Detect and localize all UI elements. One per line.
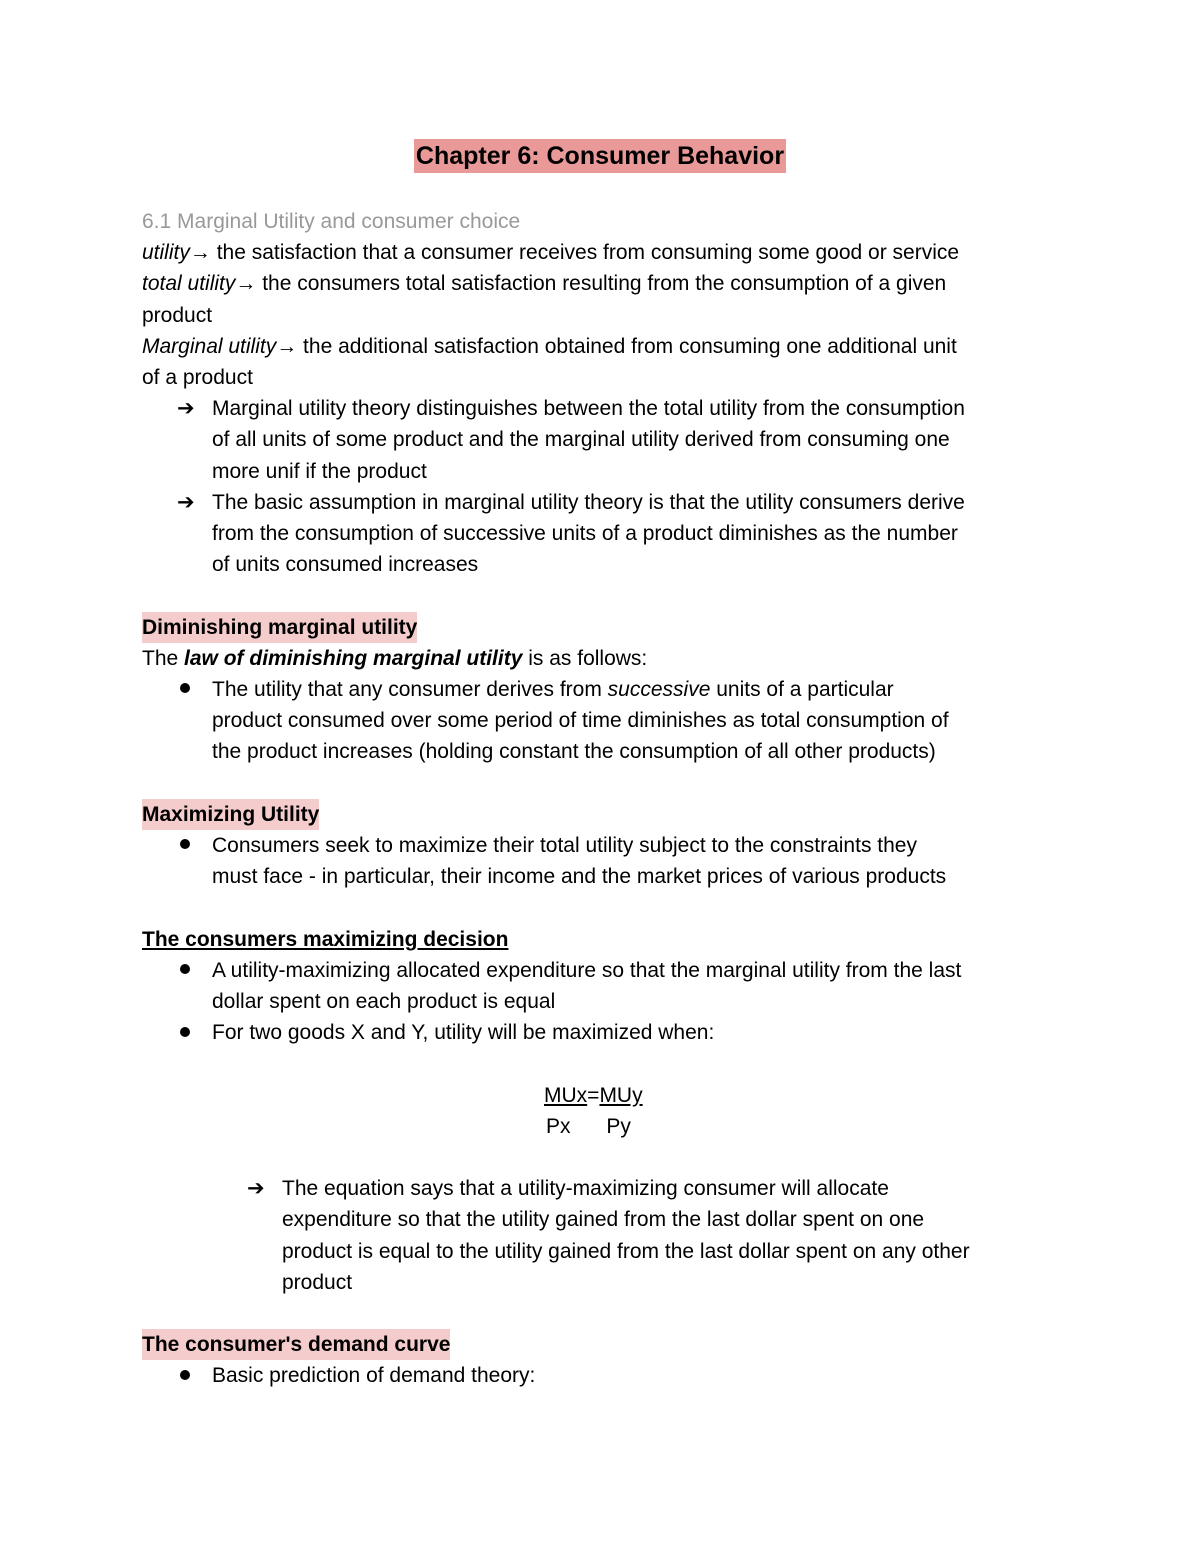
list-item — [142, 674, 1072, 768]
arrow-bullet-icon: ➔ — [177, 397, 195, 421]
spacer — [142, 768, 1072, 799]
list-item-line: the product increases (holding constant the consumption of all other products) — [212, 740, 936, 764]
definition-text: the additional satisfaction obtained from consuming one additional unit — [297, 334, 957, 358]
intro-text: is as follows: — [522, 646, 648, 670]
list-item-line: expenditure so that the utility gained from the last dollar spent on one — [282, 1208, 925, 1232]
list-item-line: Consumers seek to maximize their total utility subject to the constraints they — [212, 834, 917, 858]
definition-utility — [142, 237, 1072, 268]
list-item — [142, 1173, 1072, 1298]
list-text: units of a particular — [710, 678, 894, 702]
formula-px: Px — [546, 1114, 571, 1138]
list-text: The utility that any consumer derives from — [212, 678, 608, 702]
formula-mux: MUx — [544, 1083, 588, 1107]
list-item-line: Marginal utility theory distinguishes between the total utility from the consumption — [212, 397, 965, 421]
list-item-line: dollar spent on each product is equal — [212, 990, 556, 1014]
list-item — [142, 487, 1072, 581]
definition-text: the satisfaction that a consumer receives from consuming some good or service — [210, 241, 960, 265]
page-title: Chapter 6: Consumer Behavior — [414, 139, 786, 173]
list-item-line: of units consumed increases — [212, 553, 479, 577]
list-item-line — [212, 674, 1072, 705]
list-item — [142, 955, 1072, 1017]
list-item — [142, 830, 1072, 892]
definition-text: the consumers total satisfaction resulting from the consumption of a given — [256, 272, 947, 296]
list-item-line: Basic prediction of demand theory: — [212, 1364, 536, 1388]
definition-marginal-utility — [142, 331, 1072, 362]
section-heading: The consumers maximizing decision — [142, 927, 509, 951]
term-marginal-utility: Marginal utility — [142, 334, 277, 358]
formula-denominator — [546, 1111, 631, 1142]
formula-equals: = — [587, 1083, 600, 1107]
list-item-line: product consumed over some period of time diminishes as total consumption of — [212, 709, 949, 733]
list-item-line: from the consumption of successive units of a product diminishes as the number — [212, 522, 958, 546]
list-item-line: For two goods X and Y, utility will be maximized when: — [212, 1021, 715, 1045]
list-item-line: of all units of some product and the marginal utility derived from consuming one — [212, 428, 950, 452]
definition-total-utility — [142, 268, 1072, 299]
heading-row — [142, 924, 1072, 955]
document-body — [142, 206, 1072, 1392]
list-item-line: The equation says that a utility-maximizing consumer will allocate — [282, 1177, 889, 1201]
list-item-line: product — [282, 1270, 353, 1294]
list-item-line: product is equal to the utility gained from the last dollar spent on any other — [282, 1239, 970, 1263]
formula-numerator — [544, 1080, 643, 1111]
bullet-icon — [177, 674, 207, 705]
list-item — [142, 393, 1072, 487]
formula-muy: MUy — [599, 1083, 643, 1107]
list-item-line: A utility-maximizing allocated expenditure so that the marginal utility from the last — [212, 958, 962, 982]
spacer — [142, 580, 1072, 611]
definition-text-cont: product — [142, 303, 213, 327]
section-heading: The consumer's demand curve — [142, 1329, 450, 1360]
law-term: law of diminishing marginal utility — [184, 646, 523, 670]
emphasis-text: successive — [607, 678, 711, 702]
spacer — [142, 1298, 1072, 1329]
section-heading: Maximizing Utility — [142, 799, 319, 830]
law-intro — [142, 643, 1072, 674]
bullet-icon — [177, 1360, 207, 1391]
heading-row — [142, 1329, 1072, 1360]
section-heading: Diminishing marginal utility — [142, 612, 417, 643]
spacer — [142, 1048, 1072, 1079]
arrow-bullet-icon: ➔ — [247, 1177, 265, 1201]
intro-text: The — [142, 646, 185, 670]
formula-py: Py — [606, 1114, 631, 1138]
arrow-icon: → — [189, 241, 211, 265]
bullet-icon — [177, 1017, 207, 1048]
list-item — [142, 1360, 1072, 1391]
list-item-line: more unif if the product — [212, 459, 427, 483]
bullet-icon — [177, 830, 207, 861]
arrow-icon: → — [235, 272, 257, 296]
list-item-line: The basic assumption in marginal utility theory is that the utility consumers derive — [212, 490, 965, 514]
heading-row — [142, 612, 1072, 643]
bullet-icon — [177, 955, 207, 986]
spacer — [142, 892, 1072, 923]
list-item — [142, 1017, 1072, 1048]
section-subtitle: 6.1 Marginal Utility and consumer choice — [142, 210, 521, 233]
term-utility: utility — [142, 241, 190, 265]
title-wrap — [0, 139, 1200, 173]
arrow-icon: → — [276, 334, 298, 358]
utility-formula — [142, 1080, 1072, 1142]
spacer — [142, 1142, 1072, 1173]
term-total-utility: total utility — [142, 272, 236, 296]
heading-row — [142, 799, 1072, 830]
definition-text-cont: of a product — [142, 366, 253, 390]
list-item-line: must face - in particular, their income and the market prices of various products — [212, 865, 947, 889]
arrow-bullet-icon: ➔ — [177, 490, 195, 514]
